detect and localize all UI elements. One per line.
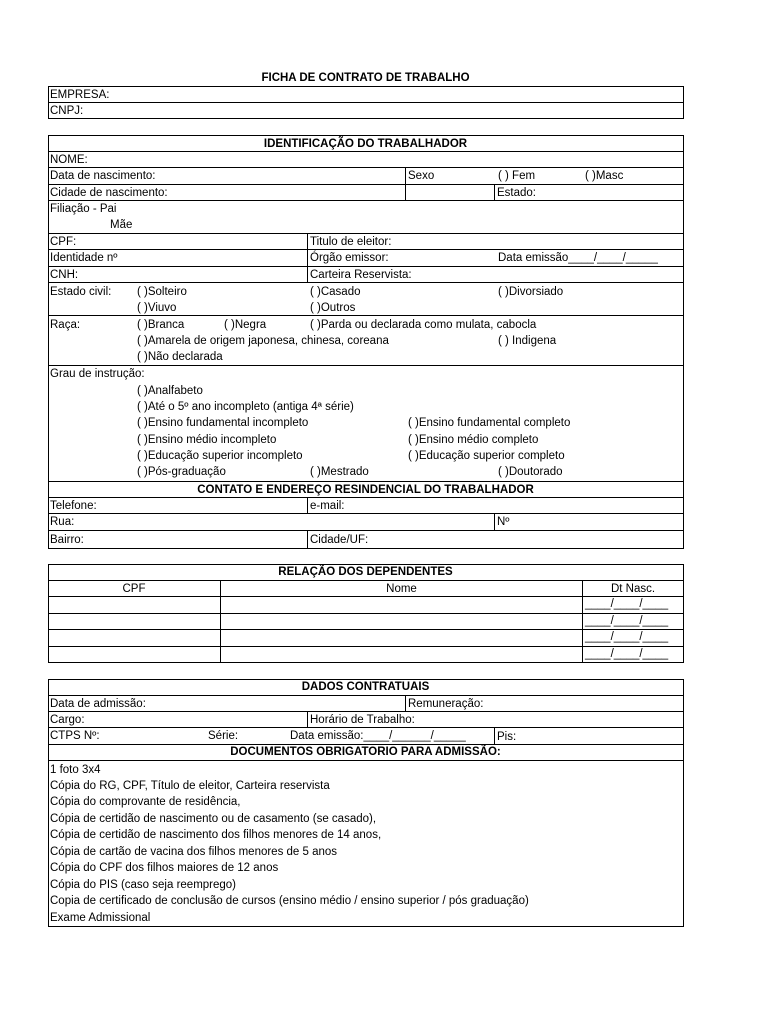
carteira-reservista-label: Carteira Reservista: bbox=[310, 269, 412, 281]
sup-inc-option[interactable]: ( )Educação superior incompleto bbox=[137, 450, 303, 462]
dependente-date-3: ____/____/____ bbox=[585, 631, 669, 643]
amarela-option[interactable]: ( )Amarela de origem japonesa, chinesa, coreana bbox=[137, 335, 389, 347]
cidade-nascimento-label: Cidade de nascimento: bbox=[50, 187, 168, 199]
col-dt-nasc: Dt Nasc. bbox=[610, 583, 656, 595]
casado-option[interactable]: ( )Casado bbox=[310, 286, 361, 298]
empresa-label: EMPRESA: bbox=[50, 89, 110, 101]
medio-comp-option[interactable]: ( )Ensino médio completo bbox=[408, 434, 539, 446]
bairro-label: Bairro: bbox=[50, 534, 84, 546]
ate-5-option[interactable]: ( )Até o 5º ano incompleto (antiga 4ª série) bbox=[137, 401, 354, 413]
data-admissao-label: Data de admissão: bbox=[50, 698, 146, 710]
estado-civil-label: Estado civil: bbox=[50, 286, 112, 298]
col-nome: Nome bbox=[386, 583, 417, 595]
indigena-option[interactable]: ( ) Indigena bbox=[498, 335, 557, 347]
titulo-eleitor-label: Titulo de eleitor: bbox=[310, 236, 392, 248]
doutorado-option[interactable]: ( )Doutorado bbox=[498, 466, 563, 478]
data-emissao-ctps-label: Data emissão:____/______/_____ bbox=[290, 730, 466, 742]
documento-item: Cópia do comprovante de residência, bbox=[50, 796, 241, 808]
contratuais-header: DADOS CONTRATUAIS bbox=[301, 681, 430, 693]
cpf-label: CPF: bbox=[50, 236, 77, 248]
page-title: FICHA DE CONTRATO DE TRABALHO bbox=[261, 72, 470, 84]
solteiro-option[interactable]: ( )Solteiro bbox=[137, 286, 187, 298]
grau-instrucao-label: Grau de instrução: bbox=[50, 368, 145, 380]
documentos-header: DOCUMENTOS OBRIGATORIO PARA ADMISSÃO: bbox=[230, 746, 501, 758]
documento-item: Cópia de certidão de nascimento ou de casamento (se casado), bbox=[50, 813, 377, 825]
identidade-label: Identidade nº bbox=[50, 252, 118, 264]
documento-item: 1 foto 3x4 bbox=[50, 764, 101, 776]
horario-label: Horário de Trabalho: bbox=[310, 714, 415, 726]
nome-label: NOME: bbox=[50, 154, 88, 166]
email-label: e-mail: bbox=[310, 500, 345, 512]
documento-item: Copia de certificado de conclusão de cursos (ensino médio / ensino superior / pós graduação) bbox=[50, 895, 529, 907]
viuvo-option[interactable]: ( )Viuvo bbox=[137, 302, 177, 314]
identificacao-header: IDENTIFICAÇÃO DO TRABALHADOR bbox=[263, 138, 468, 150]
cnh-label: CNH: bbox=[50, 269, 79, 281]
col-cpf: CPF bbox=[122, 583, 146, 595]
dependente-date-1: ____/____/____ bbox=[585, 598, 669, 610]
dependente-date-4: ____/____/____ bbox=[585, 648, 669, 660]
dependente-date-2: ____/____/____ bbox=[585, 615, 669, 627]
documento-item: Exame Admissional bbox=[50, 912, 151, 924]
branca-option[interactable]: ( )Branca bbox=[137, 319, 185, 331]
mae-label: Mãe bbox=[110, 219, 133, 231]
numero-label: Nº bbox=[497, 516, 510, 528]
fund-inc-option[interactable]: ( )Ensino fundamental incompleto bbox=[137, 417, 309, 429]
cnpj-label: CNPJ: bbox=[50, 105, 84, 117]
filiacao-pai-label: Filiação - Pai bbox=[50, 203, 117, 215]
dependentes-header: RELAÇÃO DOS DEPENDENTES bbox=[278, 566, 453, 578]
outros-option[interactable]: ( )Outros bbox=[310, 302, 356, 314]
data-emissao-label: Data emissão____/____/_____ bbox=[498, 252, 658, 264]
documento-item: Cópia de certidão de nascimento dos filhos menores de 14 anos, bbox=[50, 829, 382, 841]
divorsiado-option[interactable]: ( )Divorsiado bbox=[498, 286, 564, 298]
medio-inc-option[interactable]: ( )Ensino médio incompleto bbox=[137, 434, 277, 446]
serie-label: Série: bbox=[208, 730, 239, 742]
rua-label: Rua: bbox=[50, 516, 75, 528]
parda-option[interactable]: ( )Parda ou declarada como mulata, cabocla bbox=[310, 319, 537, 331]
analfabeto-option[interactable]: ( )Analfabeto bbox=[137, 385, 203, 397]
contato-header: CONTATO E ENDEREÇO RESINDENCIAL DO TRABALHADOR bbox=[197, 484, 534, 496]
estado-label: Estado: bbox=[497, 187, 536, 199]
nao-declarada-option[interactable]: ( )Não declarada bbox=[137, 351, 223, 363]
mestrado-option[interactable]: ( )Mestrado bbox=[310, 466, 369, 478]
cidade-uf-label: Cidade/UF: bbox=[310, 534, 369, 546]
sup-comp-option[interactable]: ( )Educação superior completo bbox=[408, 450, 565, 462]
telefone-label: Telefone: bbox=[50, 500, 97, 512]
data-nascimento-label: Data de nascimento: bbox=[50, 170, 156, 182]
masc-option[interactable]: ( )Masc bbox=[585, 170, 624, 182]
pis-label: Pis: bbox=[497, 731, 517, 743]
ctps-label: CTPS Nº: bbox=[50, 730, 100, 742]
remuneracao-label: Remuneração: bbox=[408, 698, 484, 710]
pos-option[interactable]: ( )Pós-graduação bbox=[137, 466, 226, 478]
fund-comp-option[interactable]: ( )Ensino fundamental completo bbox=[408, 417, 571, 429]
sexo-label: Sexo bbox=[408, 170, 435, 182]
cargo-label: Cargo: bbox=[50, 714, 85, 726]
documento-item: Cópia do CPF dos filhos maiores de 12 anos bbox=[50, 862, 279, 874]
negra-option[interactable]: ( )Negra bbox=[224, 319, 267, 331]
orgao-emissor-label: Órgão emissor: bbox=[310, 252, 389, 264]
documento-item: Cópia do PIS (caso seja reemprego) bbox=[50, 879, 237, 891]
fem-option[interactable]: ( ) Fem bbox=[498, 170, 536, 182]
documento-item: Cópia de cartão de vacina dos filhos menores de 5 anos bbox=[50, 846, 338, 858]
raca-label: Raça: bbox=[50, 319, 81, 331]
documento-item: Cópia do RG, CPF, Título de eleitor, Carteira reservista bbox=[50, 780, 330, 792]
